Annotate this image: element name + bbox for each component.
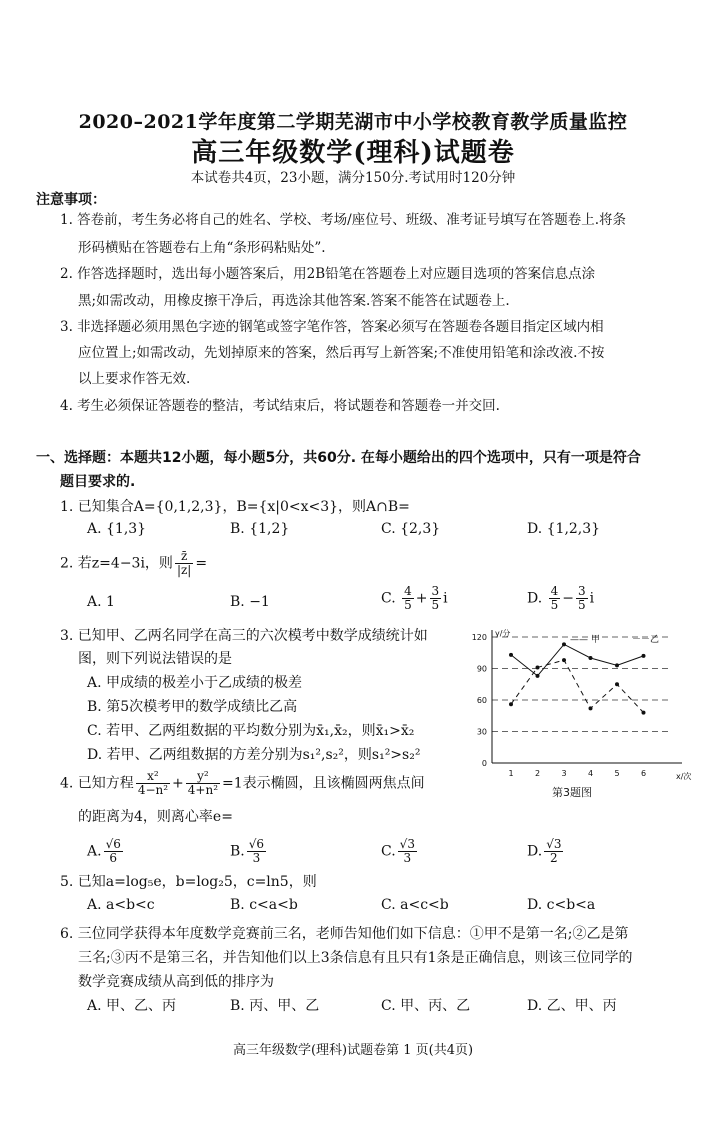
q4-option-b: B. $\frac{√6}{3}$	[230, 837, 265, 865]
question-3-stem-cont: 图，则下列说法错误的是	[78, 651, 232, 667]
data-point-jia	[615, 663, 619, 667]
q2-c-frac2: $\frac{3}{5}$	[431, 584, 440, 612]
x-tick-label: 1	[508, 769, 514, 778]
exam-header-line: 2020–2021学年度第二学期芜湖市中小学校教育教学质量监控	[78, 111, 628, 133]
question-3-stem: 3. 已知甲、乙两名同学在高三的六次模考中数学成绩统计如	[60, 628, 428, 644]
chart-grid	[492, 637, 672, 732]
q2-fraction	[175, 550, 193, 577]
question-6-stem-cont: 三名;③丙不是第三名，并告知他们以上3条信息有且只有1条是正确信息，则该三位同学的	[78, 950, 633, 966]
data-point-yi	[589, 706, 593, 710]
notice-line: 4. 考生必须保证答题卷的整洁，考试结束后，将试题卷和答题卷一并交回.	[60, 398, 500, 414]
data-point-jia	[509, 653, 513, 657]
x-tick-label: 2	[534, 769, 541, 778]
x-tick-label: 4	[587, 769, 594, 778]
q6-option-c: C. 甲、丙、乙	[381, 998, 471, 1014]
q3-option-a: A. 甲成绩的极差小于乙成绩的极差	[87, 675, 303, 691]
legend-item-yi: －－乙	[632, 635, 660, 645]
x-tick-label: 5	[614, 769, 620, 778]
data-point-yi	[642, 711, 646, 715]
notice-line: 2. 作答选择题时，选出每小题答案后，用2B铅笔在答题卷上对应题目选项的答案信息点涂	[60, 266, 596, 282]
q4-frac-y: $\frac{\text{y²}}{\text{4+n²}}$	[187, 769, 219, 797]
notice-heading: 注意事项：	[36, 192, 106, 208]
y-tick-label: 60	[476, 696, 487, 705]
chart-axes	[492, 630, 682, 763]
q3-line-chart	[462, 622, 692, 802]
series-line-yi	[511, 660, 644, 713]
q5-option-c: C. a<c<b	[381, 897, 449, 913]
question-6-stem-cont: 数学竞赛成绩从高到低的排序为	[78, 974, 274, 990]
legend-item-jia: —— 甲	[570, 635, 600, 645]
q4-frac-x: $\frac{\text{x²}}{\text{4−n²}}$	[137, 769, 169, 797]
q3-option-b: B. 第5次模考甲的数学成绩比乙高	[87, 699, 298, 715]
x-tick-label: 6	[640, 769, 647, 778]
q1-option-d: D. {1,2,3}	[527, 521, 601, 537]
q2-option-d: D. $\frac{4}{5}$ − $\frac{3}{5}$ i	[527, 584, 595, 612]
data-point-yi	[615, 682, 619, 686]
chart-series	[509, 642, 646, 714]
q2-option-c: C. $\frac{4}{5}$ + $\frac{3}{5}$ i	[381, 584, 448, 612]
q2-d-frac2: $\frac{3}{5}$	[578, 584, 586, 612]
q6-option-b: B. 丙、甲、乙	[230, 998, 320, 1014]
question-5-stem: 5. 已知a=log₅e，b=log₂5，c=ln5，则	[60, 874, 317, 890]
question-2-stem	[60, 550, 207, 577]
q5-option-b: B. c<a<b	[230, 897, 298, 913]
data-point-yi	[536, 665, 540, 669]
q4-a-frac: $\frac{√6}{6}$	[105, 837, 121, 865]
page-footer: 高三年级数学(理科)试题卷第 1 页(共4页)	[232, 1043, 474, 1058]
q1-option-b: B. {1,2}	[230, 521, 290, 537]
x-tick-label: 3	[561, 769, 567, 778]
q2-c-frac1: $\frac{4}{5}$	[404, 584, 412, 612]
data-point-yi	[562, 658, 566, 662]
x-axis-label: x/次	[676, 772, 692, 781]
notice-line: 1. 答卷前，考生务必将自己的姓名、学校、考场/座位号、班级、准考证号填写在答题卷上.将条	[60, 212, 627, 228]
q4-option-c: C. $\frac{√3}{3}$	[381, 837, 415, 865]
question-4-stem-cont: 的距离为4，则离心率e=	[78, 809, 233, 825]
q4-b-frac: $\frac{√6}{3}$	[248, 837, 265, 865]
page-title: 高三年级数学(理科)试题卷	[191, 138, 515, 168]
q6-option-d: D. 乙、甲、丙	[527, 998, 617, 1014]
series-line-jia	[511, 644, 644, 676]
q4-option-d: D. $\frac{√3}{2}$	[527, 837, 562, 865]
data-point-jia	[562, 642, 566, 646]
q3-option-c: C. 若甲、乙两组数据的平均数分别为x̄₁,x̄₂，则x̄₁>x̄₂	[87, 723, 415, 739]
data-point-jia	[536, 674, 540, 678]
exam-subtitle: 本试卷共4页，23小题，满分150分.考试用时120分钟	[190, 170, 516, 186]
section-heading: 一、选择题：本题共12小题，每小题5分，共60分. 在每小题给出的四个选项中，只有一项是符合	[36, 450, 641, 466]
chart-caption: 第3题图	[552, 786, 592, 799]
q5-option-a: A. a<b<c	[87, 897, 155, 913]
q1-option-a: A. {1,3}	[87, 521, 147, 537]
data-point-yi	[509, 702, 513, 706]
section-heading-cont: 题目要求的.	[60, 474, 136, 490]
question-4-stem: 4. 已知方程 $\frac{\text{x²}}{\text{4−n²}}$ + $\frac{\text{y²}}{\text{4+n²}}$ =1表示椭圆，且该椭圆两焦点间	[60, 769, 425, 797]
q2-option-a: A. 1	[87, 594, 115, 610]
y-tick-label: 120	[471, 633, 487, 642]
notice-line: 形码横贴在答题卷右上角“条形码粘贴处”.	[78, 240, 326, 256]
q6-option-a: A. 甲、乙、丙	[87, 998, 177, 1014]
q1-option-c: C. {2,3}	[381, 521, 441, 537]
question-6-stem: 6. 三位同学获得本年度数学竞赛前三名，老师告知他们如下信息：①甲不是第一名;②乙是第	[60, 926, 629, 942]
notice-line: 黑;如需改动，用橡皮擦干净后，再选涂其他答案.答案不能答在试题卷上.	[78, 293, 510, 309]
q2-frac-den: |z|	[176, 563, 192, 577]
y-tick-label: 30	[476, 727, 487, 737]
q2-d-frac1: $\frac{4}{5}$	[550, 584, 559, 612]
q2-stem-text: 2. 若z=4−3i，则	[60, 555, 173, 572]
y-tick-label: 0	[481, 759, 487, 768]
notice-line: 以上要求作答无效.	[78, 371, 191, 387]
q2-equals: =	[195, 555, 208, 572]
q4-d-frac: $\frac{√3}{2}$	[546, 837, 562, 865]
y-tick-label: 90	[476, 664, 487, 674]
y-axis-label: y/分	[495, 629, 511, 638]
data-point-jia	[642, 654, 646, 658]
q2-option-b: B. −1	[230, 594, 270, 610]
q4-c-frac: $\frac{√3}{3}$	[399, 837, 415, 865]
data-point-jia	[589, 656, 593, 660]
question-1-stem: 1. 已知集合A={0,1,2,3}，B={x|0<x<3}，则A∩B=	[60, 499, 410, 515]
q4-option-a: A. $\frac{√6}{6}$	[87, 837, 121, 865]
q3-option-d: D. 若甲、乙两组数据的方差分别为s₁²,s₂²，则s₁²>s₂²	[87, 747, 421, 763]
q5-option-d: D. c<b<a	[527, 897, 596, 913]
notice-line: 应位置上;如需改动，先划掉原来的答案，然后再写上新答案;不准使用铅笔和涂改液.不按	[78, 345, 605, 361]
notice-line: 3. 非选择题必须用黑色字迹的钢笔或签字笔作答，答案必须写在答题卷各题目指定区域内相	[60, 319, 604, 335]
q2-frac-num: z̄	[175, 550, 193, 564]
